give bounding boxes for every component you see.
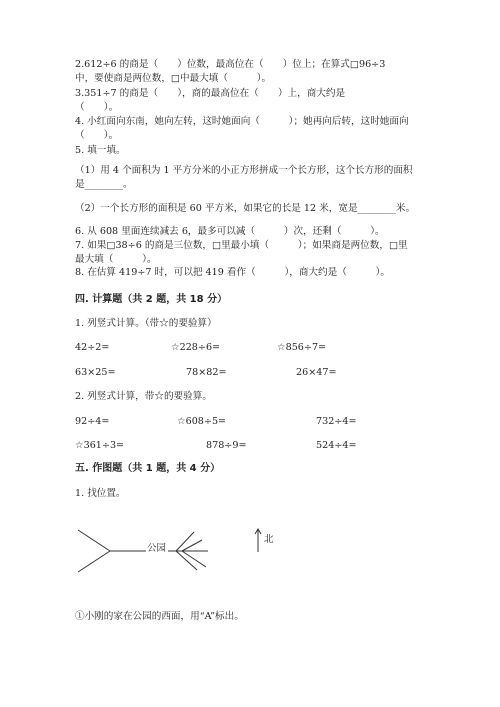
section-4-q2: 2. 列竖式计算，带☆的要验算。: [75, 391, 212, 402]
line-14: 8. 在估算 419÷7 时，可以把 419 看作（ ），商大约是（ ）。: [75, 267, 391, 278]
line-10: （2）一个长方形的面积是 60 平方米，如果它的长是 12 米，宽是________米。: [75, 203, 416, 214]
q1-item-6: 26×47=: [296, 367, 337, 378]
section-5-task: ①小刚的家在公园的西面，用“A”标出。: [75, 611, 244, 622]
line-8: （1）用 4 个面积为 1 平方分米的小正方形拼成一个长方形，这个长方形的面积: [75, 165, 413, 176]
line-7: 5. 填一填。: [75, 145, 126, 156]
park-label: 公园: [147, 543, 167, 554]
line-5: 4. 小红面向东南，她向左转，这时她面向（ ）；她再向后转，这时她面向: [75, 116, 409, 127]
line-9: 是________。: [75, 179, 133, 190]
section-4-title: 四. 计算题（共 2 题，共 18 分）: [75, 294, 228, 305]
line-1: 2.612÷6 的商是（ ）位数，最高位在（ ）位上；在算式□96÷3: [75, 59, 386, 70]
q1-item-2: ☆228÷6=: [171, 342, 221, 353]
line-13: 最大填（ ）。: [75, 254, 157, 265]
q1-item-1: 42÷2=: [75, 342, 110, 353]
line-2: 中，要使商是两位数，□中最大填（ ）。: [75, 73, 272, 84]
line-3: 3.351÷7 的商是（ ），商的最高位在（ ）上，商大约是: [75, 88, 346, 99]
west-upper-road: [78, 530, 110, 551]
line-12: 7. 如果□38÷6 的商是三位数，□里最小填（ ）；如果商是两位数，□里: [75, 240, 408, 251]
q2-item-6: 524÷4=: [316, 440, 357, 451]
q2-item-2: ☆608÷5=: [177, 416, 227, 427]
position-map: [70, 520, 290, 582]
q1-item-3: ☆856÷7=: [277, 342, 327, 353]
q2-item-4: ☆361÷3=: [75, 440, 125, 451]
section-5-q1: 1. 找位置。: [75, 488, 126, 499]
west-lower-road: [78, 551, 110, 572]
q1-item-4: 63×25=: [75, 367, 116, 378]
section-5-title: 五. 作图题（共 1 题，共 4 分）: [75, 463, 221, 474]
north-label: 北: [264, 534, 274, 545]
q2-item-3: 732÷4=: [316, 416, 357, 427]
q2-item-5: 878÷9=: [206, 440, 247, 451]
east-upper-road-1: [176, 532, 194, 551]
line-6: （ ）。: [75, 130, 119, 141]
q2-item-1: 92÷4=: [75, 416, 110, 427]
line-4: （ ）。: [75, 102, 119, 113]
line-11: 6. 从 608 里面连续减去 6，最多可以减（ ）次，还剩（ ）。: [75, 226, 385, 237]
q1-item-5: 78×82=: [186, 367, 227, 378]
section-4-q1: 1. 列竖式计算。（带☆的要验算）: [75, 318, 217, 329]
east-lower-road-2: [182, 551, 206, 567]
